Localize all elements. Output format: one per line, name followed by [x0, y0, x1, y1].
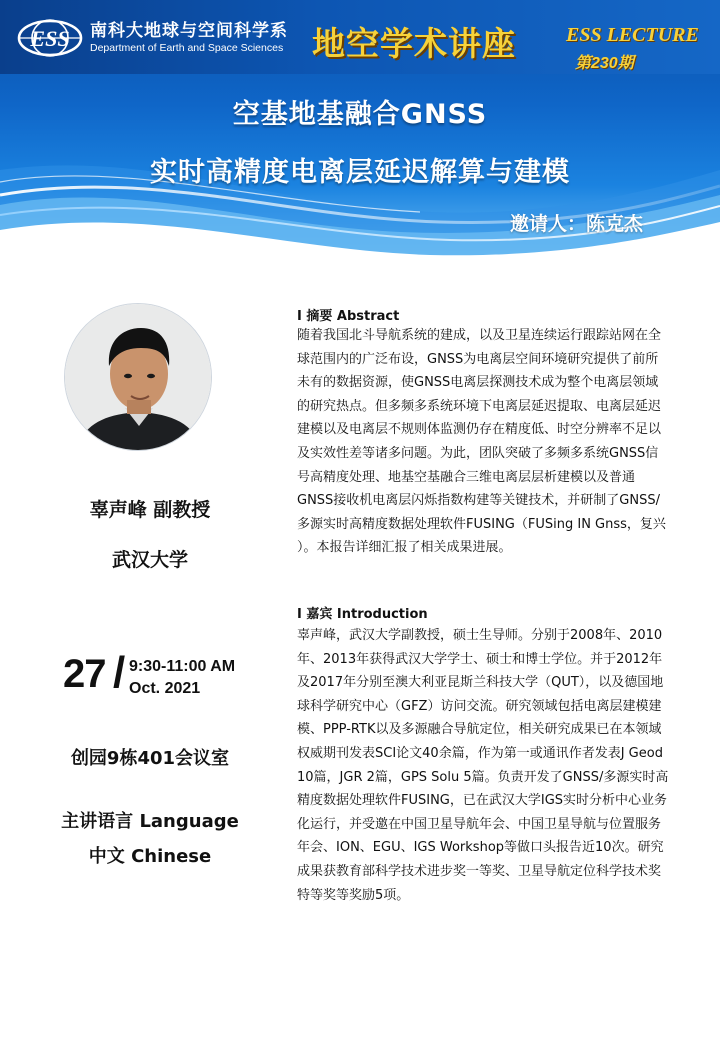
- date-day: 27: [63, 652, 106, 696]
- intro-line: 球科学研究中心（GFZ）访问交流。研究领域包括电离层建模建: [297, 698, 662, 714]
- date-slash: /: [113, 648, 126, 697]
- intro-line: 及2017年分别至澳大利亚昆斯兰科技大学（QUT），以及德国地: [297, 675, 664, 691]
- language-value: 中文 Chinese: [88, 846, 212, 867]
- language-label: 主讲语言 Language: [61, 811, 239, 832]
- abstract-line: 及实效性差等诸多问题。为此，团队突破了多频多系统GNSS信: [297, 445, 659, 461]
- abstract-line: 球范围内的广泛布设，GNSS为电离层空间环境研究提供了前所: [297, 351, 659, 367]
- series-title-en: ESS LECTURE: [566, 24, 699, 46]
- intro-line: 精度数据处理软件FUSING，已在武汉大学IGS实时分析中心业务: [297, 793, 668, 809]
- org-name-cn: 南科大地球与空间科学系: [90, 21, 288, 41]
- abstract-line: 随着我国北斗导航系统的建成，以及卫星连续运行跟踪站网在全: [297, 328, 662, 343]
- talk-time: 9:30-11:00 AM: [129, 658, 236, 675]
- talk-title-line2: 实时高精度电离层延迟解算与建模: [150, 157, 570, 188]
- abstract-line: 号高精度处理、地基空基融合三维电离层层析建模以及普通: [297, 469, 636, 485]
- intro-line: 年、2013年获得武汉大学学士、硕士和博士学位。并于2012年: [297, 651, 663, 667]
- svg-text:ESS: ESS: [30, 26, 70, 51]
- intro-line: 权威期刊发表SCI论文40余篇，作为第一或通讯作者发表J Geod: [297, 745, 663, 761]
- intro-line: 化运行，并受邀在中国卫星导航年会、中国卫星导航与位置服务: [297, 816, 662, 832]
- org-name-en: Department of Earth and Space Sciences: [90, 42, 284, 54]
- talk-month-year: Oct. 2021: [129, 680, 201, 697]
- series-number: 第230期: [575, 55, 634, 72]
- speaker-affiliation: 武汉大学: [111, 549, 188, 571]
- abstract-line: 建模以及电离层不规则体监测仍存在精度低、时空分辨率不足以: [297, 422, 662, 438]
- department-logo: [16, 16, 288, 60]
- ess-logo-icon: [16, 16, 84, 60]
- intro-line: 成果获教育部科学技术进步奖一等奖、卫星导航定位科学技术奖: [297, 863, 662, 879]
- abstract-heading: I 摘要 Abstract: [297, 309, 400, 324]
- venue: 创园9栋401会议室: [70, 748, 230, 769]
- intro-line: 10篇，JGR 2篇，GPS Solu 5篇。负责开发了GNSS/多源实时高: [297, 769, 669, 785]
- intro-line: 特等奖等奖励5项。: [297, 887, 410, 903]
- abstract-line: ）。本报告详细汇报了相关成果进展。: [297, 540, 512, 556]
- intro-heading: I 嘉宾 Introduction: [297, 607, 428, 622]
- speaker-name: 辜声峰 副教授: [89, 499, 211, 521]
- speaker-portrait-icon: [65, 304, 212, 451]
- intro-line: 模、PPP-RTK以及多源融合导航定位，相关研究成果已在本领域: [297, 722, 662, 738]
- talk-title-line1: 空基地基融合GNSS: [232, 99, 488, 130]
- intro-line: 年会、ION、EGU、IGS Workshop等做口头报告近10次。研究: [297, 840, 664, 856]
- intro-line: 辜声峰，武汉大学副教授，硕士生导师。分别于2008年、2010: [297, 628, 663, 643]
- abstract-line: 的研究热点。但多频多系统环境下电离层延迟提取、电离层延迟: [297, 398, 662, 414]
- abstract-body: [297, 324, 681, 560]
- abstract-line: 未有的数据资源，使GNSS电离层探测技术成为整个电离层领域: [297, 375, 659, 391]
- abstract-line: 多源实时高精度数据处理软件FUSING（FUSing IN Gnss，复兴: [297, 516, 666, 532]
- abstract-line: GNSS接收机电离层闪烁指数构建等关键技术，并研制了GNSS/: [297, 493, 660, 509]
- intro-body: [297, 624, 681, 907]
- series-title: 地空学术讲座: [312, 24, 516, 63]
- speaker-photo: [64, 303, 212, 451]
- inviter-label: 邀请人：陈克杰: [510, 213, 644, 235]
